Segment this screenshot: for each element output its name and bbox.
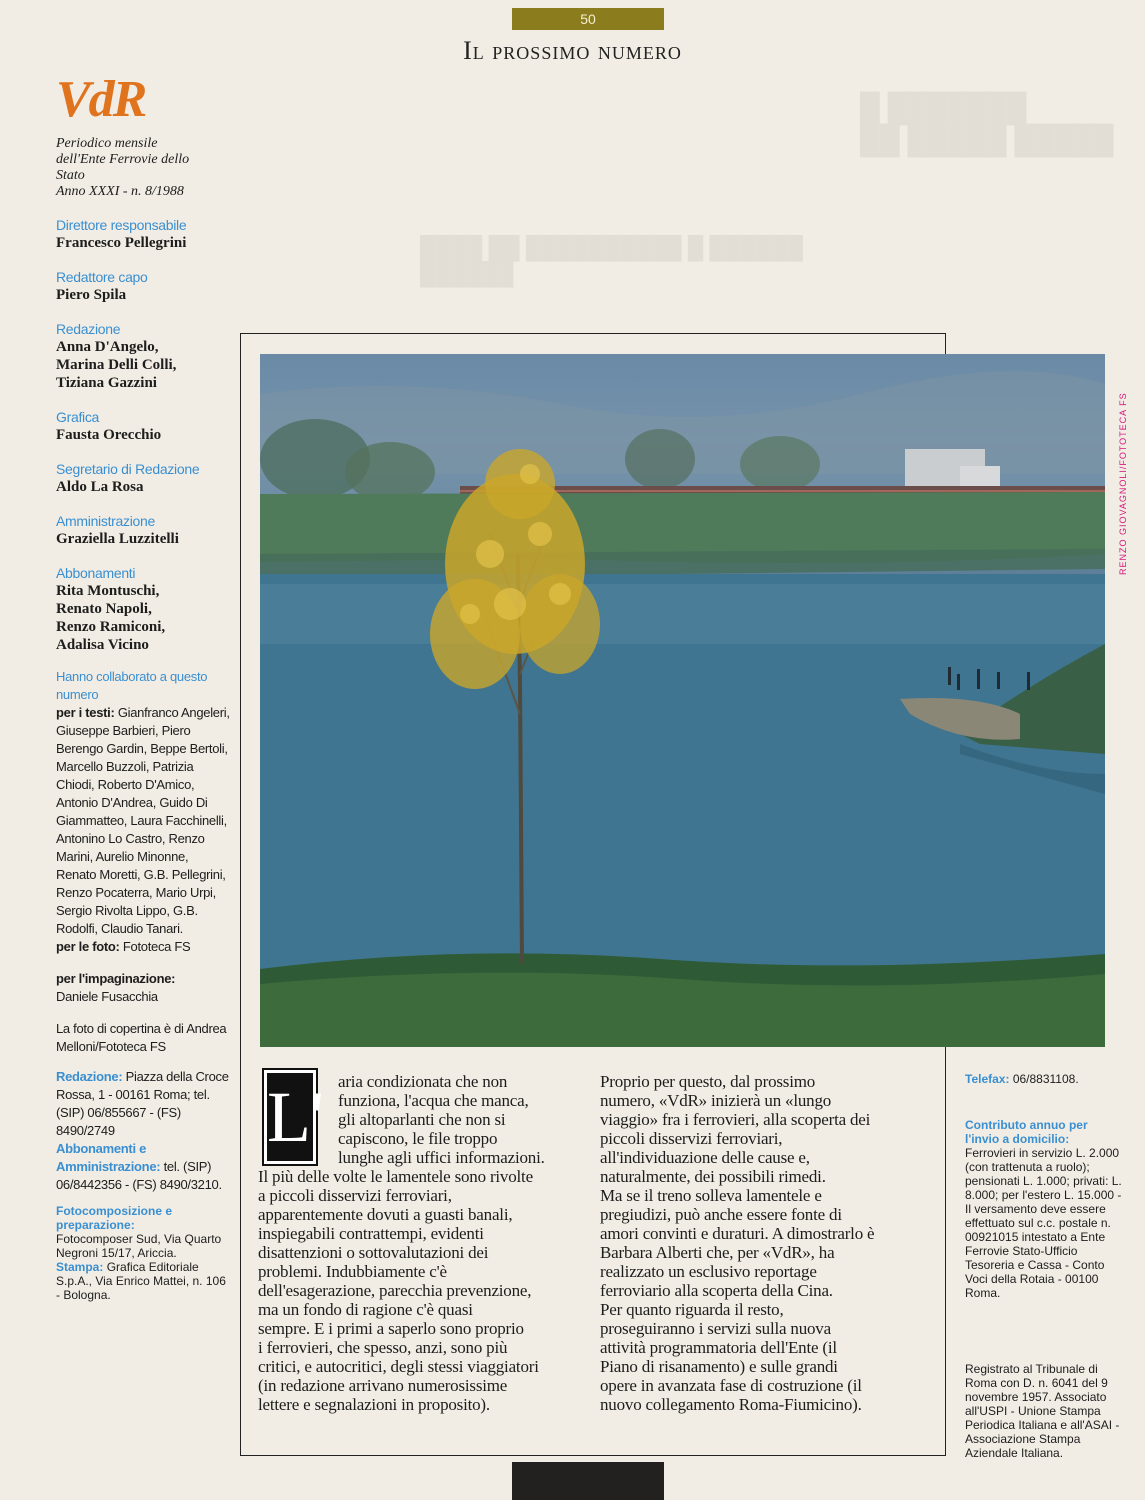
credit-name: Graziella Luzzitelli	[56, 531, 179, 547]
credits-list	[56, 216, 231, 654]
article-line: Ma se il treno solleva lamentele e	[600, 1186, 822, 1205]
subscription-info: Contributo annuo per l'invio a domicilio: Ferrovieri in servizio L. 2.000 (con trattenuta a ruolo); pensionati L. 1.000; privati: L. 8.000; per l'estero L. 15.000 - Il versamento deve essere effettuato sul c.c. postale n. 00921015 intestato a Ente Ferrovie Stato-Ufficio Tesoreria e Cassa - Conto Voci della Rotaia - 00100 Roma.	[965, 1118, 1122, 1300]
article-line: Il più delle volte le lamentele sono rivolte	[258, 1167, 533, 1186]
page-number: 50	[512, 8, 664, 30]
credit-role: Segretario di Redazione	[56, 461, 200, 477]
credit-name: Renato Napoli,	[56, 601, 152, 617]
frame-right-lower	[945, 1047, 946, 1455]
cover-note: La foto di copertina è di Andrea Melloni/Fototeca FS	[56, 1021, 227, 1054]
article-line: realizzato un esclusivo reportage	[600, 1262, 817, 1281]
article-column-2	[600, 1072, 940, 1414]
lake-landscape-photo	[260, 354, 1105, 1047]
article-line: inspiegabili contrattempi, evidenti	[258, 1224, 484, 1243]
credit-entry	[56, 320, 231, 392]
collab-heading: Hanno collaborato a questo numero	[56, 669, 208, 702]
frame-left	[240, 333, 241, 1455]
section-title: Il prossimo numero	[463, 36, 682, 65]
vdr-logo: VdR	[56, 71, 146, 128]
article-line: (in redazione arrivano numerosissime	[258, 1376, 508, 1395]
article-line: dell'esagerazione, parecchia prevenzione,	[258, 1281, 532, 1300]
article-line: Per quanto riguarda il resto,	[600, 1300, 784, 1319]
credit-name: Fausta Orecchio	[56, 427, 162, 443]
credit-entry	[56, 216, 231, 252]
credit-name: Piero Spila	[56, 287, 127, 303]
article-line: lunghe agli uffici informazioni.	[338, 1148, 545, 1167]
credit-entry	[56, 268, 231, 304]
printing-info: Fotocomposizione e preparazione: Fotocomposer Sud, Via Quarto Negroni 15/17, Ariccia. Stampa: Grafica Editoriale S.p.A., Via Enrico Mattei, n. 106 - Bologna.	[56, 1204, 226, 1302]
credit-role: Direttore responsabile	[56, 217, 187, 233]
article-line: opere in avanzata fase di costruzione (il	[600, 1376, 862, 1395]
frame-bottom	[240, 1455, 946, 1456]
credit-entry	[56, 408, 231, 444]
article-line: apparentemente dovuti a guasti banali,	[258, 1205, 513, 1224]
credit-name: Adalisa Vicino	[56, 637, 149, 653]
article-line: funziona, l'acqua che manca,	[338, 1091, 529, 1110]
masthead	[56, 72, 231, 1302]
article-line: naturalmente, dei possibili rimedi.	[600, 1167, 826, 1186]
credit-name: Rita Montuschi,	[56, 583, 160, 599]
credit-entry	[56, 460, 231, 496]
article-line: i ferrovieri, che spesso, anzi, sono più	[258, 1338, 508, 1357]
telefax: Telefax: 06/8831108.	[965, 1072, 1079, 1086]
frame-top	[240, 333, 946, 334]
article-line: proseguiranno i servizi sulla nuova	[600, 1319, 831, 1338]
frame-right-upper	[945, 333, 946, 355]
bleed-through-heading: █ ███████ ██ █████ █████	[860, 92, 1114, 155]
article-line: gli altoparlanti che non si	[338, 1110, 506, 1129]
bleed-through-heading: ████ ██ ██████████ █ ██████ ██████	[420, 235, 803, 286]
photo-credit: RENZO GIOVAGNOLI/FOTOTECA FS	[1118, 392, 1128, 575]
article-line: numero, «VdR» inizierà un «lungo	[600, 1091, 832, 1110]
article-line: ma un fondo di ragione c'è quasi	[258, 1300, 473, 1319]
article-line: attività programmatoria dell'Ente (il	[600, 1338, 837, 1357]
credit-name: Aldo La Rosa	[56, 479, 144, 495]
article-line: a piccoli disservizi ferroviari,	[258, 1186, 452, 1205]
bottom-tab	[512, 1462, 664, 1500]
article-line: Piano di risanamento) e sulle grandi	[600, 1357, 838, 1376]
texts-credit: per i testi: Gianfranco Angeleri, Giuseppe Barbieri, Piero Berengo Gardin, Beppe Bertoli, Marcello Buzzoli, Patrizia Chiodi, Roberto D'Amico, Antonio D'Andrea, Guido Di Giammatteo, Laura Facchinelli, Antonino Lo Castro, Renzo Marini, Aurelio Minonne, Renato Moretti, G.B. Pellegrini, Renzo Pocaterra, Mario Urpi, Sergio Rivolta Lippo, G.B. Rodolfi, Claudio Tanari.	[56, 705, 230, 936]
credit-name: Anna D'Angelo,	[56, 339, 159, 355]
photo-illustration	[260, 354, 1105, 1047]
article-line: Barbara Alberti che, per «VdR», ha	[600, 1243, 835, 1262]
credit-name: Tiziana Gazzini	[56, 375, 157, 391]
article-line: amori convinti e duraturi. A dimostrarlo è	[600, 1224, 875, 1243]
article-line: ferroviario alla scoperta della Cina.	[600, 1281, 833, 1300]
credit-name: Marina Delli Colli,	[56, 357, 177, 373]
credit-role: Amministrazione	[56, 513, 155, 529]
article-line: all'individuazione delle cause e,	[600, 1148, 810, 1167]
collaborators	[56, 668, 231, 956]
registration-info: Registrato al Tribunale di Roma con D. n. 6041 del 9 novembre 1957. Associato all'USPI - Unione Stampa Periodica Italiana e all'ASAI - Associazione Stampa Aziendale Italiana.	[965, 1362, 1120, 1460]
article-line: aria condizionata che non	[338, 1072, 508, 1091]
article-line: problemi. Indubbiamente c'è	[258, 1262, 447, 1281]
article-line: Proprio per questo, dal prossimo	[600, 1072, 816, 1091]
credit-entry	[56, 564, 231, 654]
publication-description: Periodico mensile dell'Ente Ferrovie dello Stato Anno XXXI - n. 8/1988	[56, 136, 190, 199]
article-line: lettere e segnalazioni in proposito).	[258, 1395, 490, 1414]
layout-credit: per l'impaginazione: Daniele Fusacchia	[56, 971, 176, 1004]
credit-role: Redattore capo	[56, 269, 148, 285]
credit-name: Francesco Pellegrini	[56, 235, 187, 251]
credit-name: Renzo Ramiconi,	[56, 619, 166, 635]
credit-entry	[56, 512, 231, 548]
credit-role: Grafica	[56, 409, 100, 425]
article-line: piccoli disservizi ferroviari,	[600, 1129, 783, 1148]
credit-role: Abbonamenti	[56, 565, 136, 581]
article-line: disattenzioni o sottovalutazioni dei	[258, 1243, 489, 1262]
drop-cap: L'	[262, 1068, 318, 1166]
article-column-1	[258, 1072, 588, 1414]
article-line: nuovo collegamento Roma-Fiumicino).	[600, 1395, 862, 1414]
article-line: capiscono, le file troppo	[338, 1129, 498, 1148]
article-line: critici, e autocritici, degli stessi viaggiatori	[258, 1357, 539, 1376]
article-line: viaggio» fra i ferrovieri, alla scoperta dei	[600, 1110, 871, 1129]
photo-credit-line: per le foto: Fototeca FS	[56, 939, 191, 954]
contacts: Redazione: Piazza della Croce Rossa, 1 - 00161 Roma; tel. (SIP) 06/855667 - (FS) 8490/2749 Abbonamenti e Amministrazione: tel. (SIP) 06/8442356 - (FS) 8490/3210.	[56, 1069, 229, 1192]
article-line: sempre. E i primi a saperlo sono proprio	[258, 1319, 524, 1338]
credit-role: Redazione	[56, 321, 121, 337]
article-line: pregiudizi, può anche essere fonte di	[600, 1205, 842, 1224]
